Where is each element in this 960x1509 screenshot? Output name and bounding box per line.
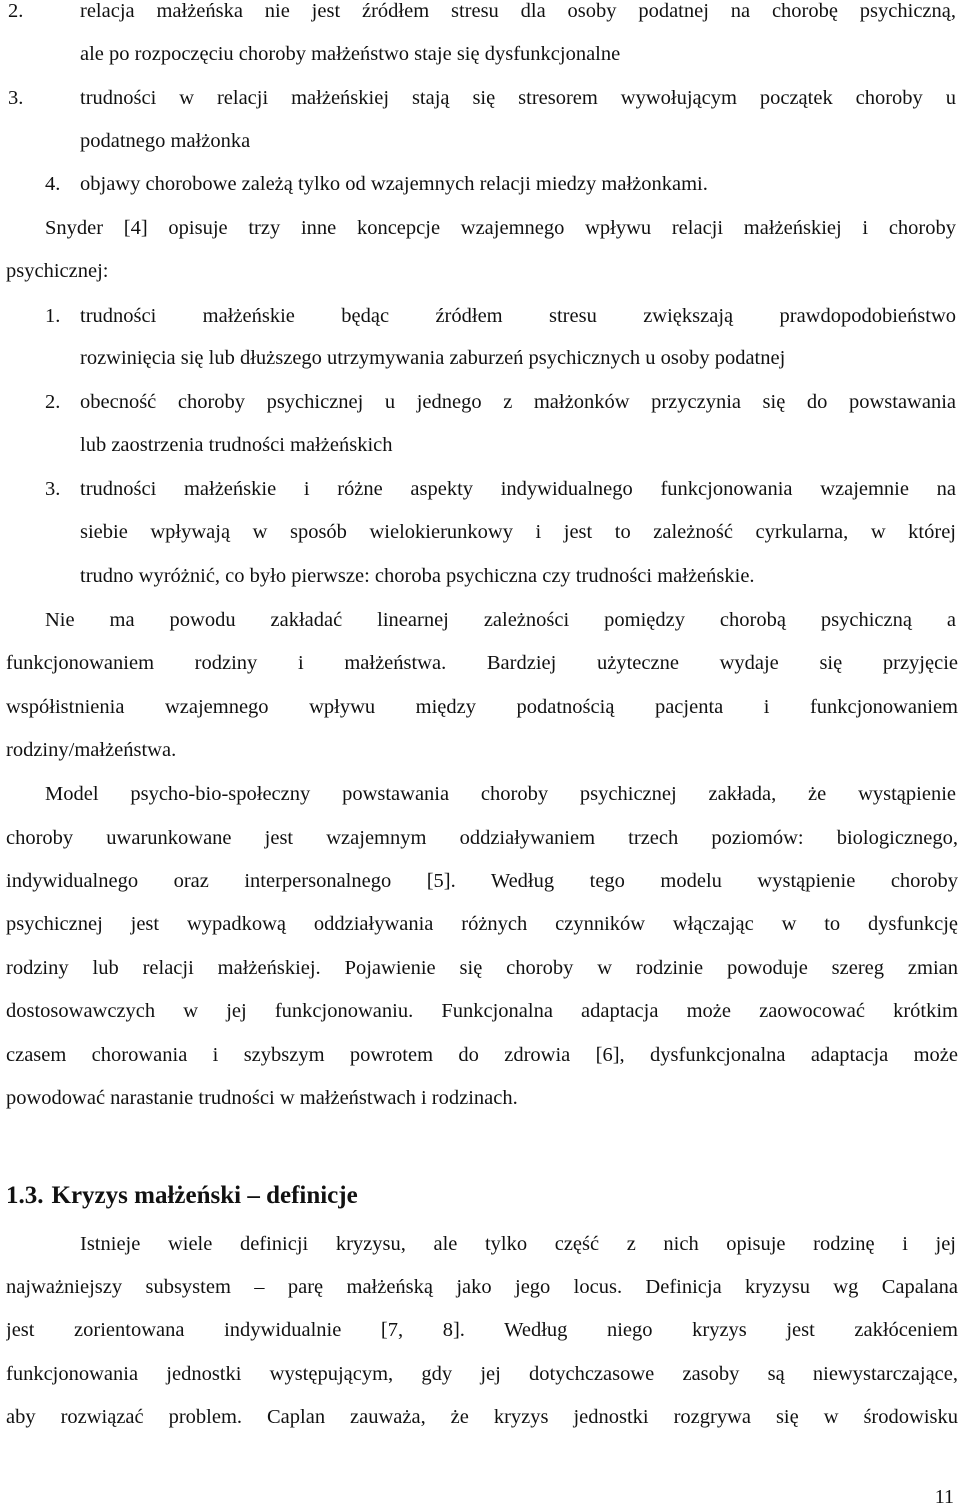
paragraph-line: funkcjonowania jednostki występującym, gdy jej dotychczasowe zasoby są niewystarczające, [6, 1363, 958, 1385]
paragraph-line: Snyder [4] opisuje trzy inne koncepcje wzajemnego wpływu relacji małżeńskiej i choroby [45, 217, 956, 239]
list-item-number: 3. [45, 478, 61, 500]
paragraph-line: Istnieje wiele definicji kryzysu, ale tylko część z nich opisuje rodzinę i jej [80, 1233, 956, 1255]
list-item-line: trudności małżeńskie będąc źródłem stresu zwiększają prawdopodobieństwo [80, 305, 956, 327]
list-item-number: 2. [45, 391, 61, 413]
paragraph-line: współistnienia wzajemnego wpływu między podatnością pacjenta i funkcjonowaniem [6, 696, 958, 718]
list-item-line: rozwinięcia się lub dłuższego utrzymywania zaburzeń psychicznych u osoby podatnej [80, 347, 786, 369]
paragraph-line: dostosowawczych w jej funkcjonowaniu. Funkcjonalna adaptacja może zaowocować krótkim [6, 1000, 958, 1022]
paragraph-line: jest zorientowana indywidualnie [7, 8]. Według niego kryzys jest zakłóceniem [6, 1319, 958, 1341]
page-number: 11 [934, 1486, 954, 1508]
paragraph-line: rodziny lub relacji małżeńskiej. Pojawienie się choroby w rodzinie powoduje szereg zmian [6, 957, 958, 979]
paragraph-line: funkcjonowaniem rodziny i małżeństwa. Bardziej użyteczne wydaje się przyjęcie [6, 652, 958, 674]
paragraph-line: najważniejszy subsystem – parę małżeńską jako jego locus. Definicja kryzysu wg Capalana [6, 1276, 958, 1298]
paragraph-line: czasem chorowania i szybszym powrotem do zdrowia [6], dysfunkcjonalna adaptacja może [6, 1044, 958, 1066]
paragraph-line: psychicznej: [6, 260, 109, 282]
section-number: 1.3. [6, 1182, 44, 1209]
paragraph-line: indywidualnego oraz interpersonalnego [5]. Według tego modelu wystąpienie choroby [6, 870, 958, 892]
paragraph-line: Model psycho-bio-społeczny powstawania choroby psychicznej zakłada, że wystąpienie [45, 783, 956, 805]
list-item-number: 2. [8, 0, 24, 22]
section-heading [6, 1181, 358, 1211]
list-item-number: 4. [45, 173, 61, 195]
paragraph-line: choroby uwarunkowane jest wzajemnym oddziaływaniem trzech poziomów: biologicznego, [6, 827, 958, 849]
paragraph-line: psychicznej jest wypadkową oddziaływania różnych czynników włączając w to dysfunkcję [6, 913, 958, 935]
list-item-line: obecność choroby psychicznej u jednego z małżonków przyczynia się do powstawania [80, 391, 956, 413]
section-title: Kryzys małżeński – definicje [51, 1182, 358, 1209]
list-item-line: relacja małżeńska nie jest źródłem stresu dla osoby podatnej na chorobę psychiczną, [80, 0, 956, 22]
list-item-line: trudności małżeńskie i różne aspekty indywidualnego funkcjonowania wzajemnie na [80, 478, 956, 500]
list-item-number: 1. [45, 305, 61, 327]
list-item-line: trudno wyróżnić, co było pierwsze: choroba psychiczna czy trudności małżeńskie. [80, 565, 755, 587]
list-item-line: lub zaostrzenia trudności małżeńskich [80, 434, 393, 456]
list-item-line: trudności w relacji małżeńskiej stają się stresorem wywołującym początek choroby u [80, 87, 956, 109]
list-item-line: siebie wpływają w sposób wielokierunkowy i jest to zależność cyrkularna, w której [80, 521, 956, 543]
list-item-line: ale po rozpoczęciu choroby małżeństwo staje się dysfunkcjonalne [80, 43, 621, 65]
paragraph-line: rodziny/małżeństwa. [6, 739, 177, 761]
paragraph-line: Nie ma powodu zakładać linearnej zależności pomiędzy chorobą psychiczną a [45, 609, 956, 631]
list-item-line: objawy chorobowe zależą tylko od wzajemnych relacji miedzy małżonkami. [80, 173, 708, 195]
list-item-number: 3. [8, 87, 24, 109]
paragraph-line: aby rozwiązać problem. Caplan zauważa, że kryzys jednostki rozgrywa się w środowisku [6, 1406, 958, 1428]
paragraph-line: powodować narastanie trudności w małżeństwach i rodzinach. [6, 1087, 518, 1109]
list-item-line: podatnego małżonka [80, 130, 251, 152]
